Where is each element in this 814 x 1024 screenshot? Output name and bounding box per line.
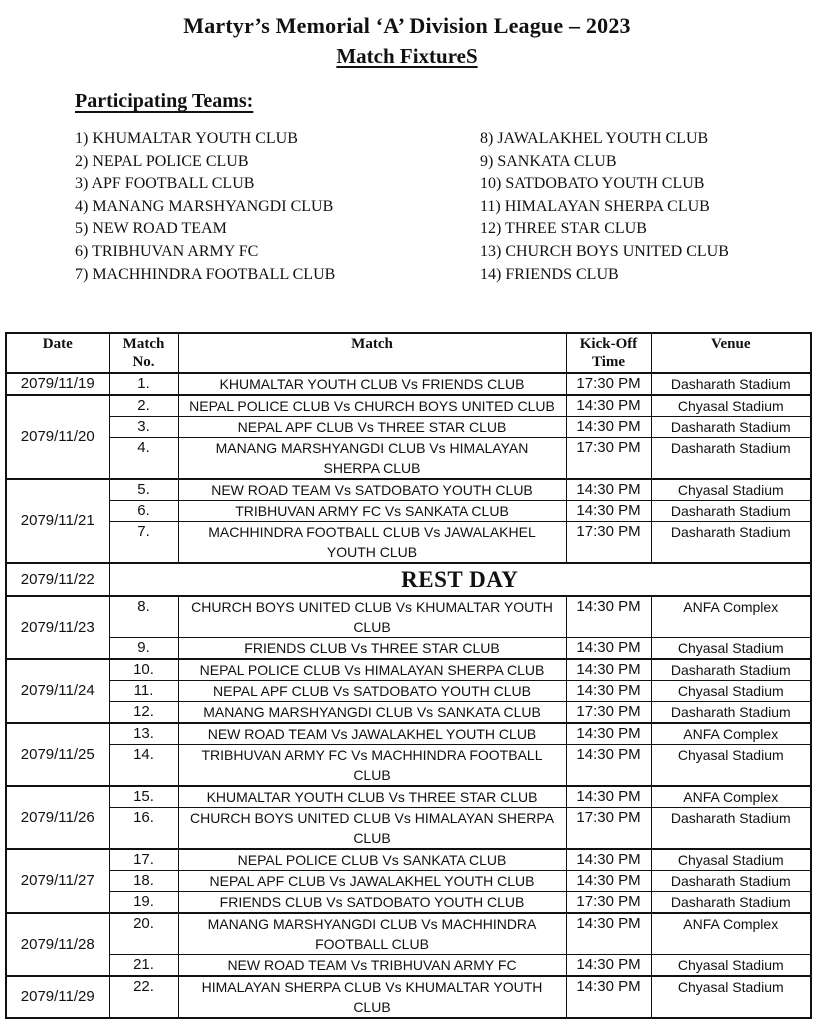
match-cell: FRIENDS CLUB Vs THREE STAR CLUB — [178, 638, 566, 660]
fixture-row — [6, 955, 811, 977]
team-list-item: 1) KHUMALTAR YOUTH CLUB — [75, 130, 298, 147]
venue-cell: Chyasal Stadium — [651, 955, 811, 977]
match-cell: KHUMALTAR YOUTH CLUB Vs FRIENDS CLUB — [178, 373, 566, 395]
match-no-cell: 10. — [109, 659, 178, 681]
date-cell: 2079/11/26 — [6, 786, 109, 849]
match-cell: MANANG MARSHYANGDI CLUB Vs SANKATA CLUB — [178, 702, 566, 724]
match-no-cell: 3. — [109, 417, 178, 438]
match-cell: NEPAL POLICE CLUB Vs CHURCH BOYS UNITED CLUB — [178, 395, 566, 417]
team-list-item: 6) TRIBHUVAN ARMY FC — [75, 242, 259, 260]
venue-cell: Chyasal Stadium — [651, 681, 811, 702]
date-cell: 2079/11/20 — [6, 395, 109, 479]
kickoff-time-cell: 14:30 PM — [566, 849, 651, 871]
match-no-cell: 14. — [109, 745, 178, 787]
match-cell: HIMALAYAN SHERPA CLUB Vs KHUMALTAR YOUTH CLUB — [178, 976, 566, 1018]
teams-heading: Participating Teams: — [75, 90, 254, 112]
match-cell: TRIBHUVAN ARMY FC Vs MACHHINDRA FOOTBALL CLUB — [178, 745, 566, 787]
fixture-row — [6, 659, 811, 681]
team-list-item: 3) APF FOOTBALL CLUB — [75, 175, 255, 193]
venue-cell: Dasharath Stadium — [651, 808, 811, 850]
column-header-match-no: Match No. — [109, 333, 178, 373]
date-cell: 2079/11/29 — [6, 976, 109, 1018]
team-list-item: 13) CHURCH BOYS UNITED CLUB — [480, 242, 729, 260]
kickoff-time-cell: 14:30 PM — [566, 976, 651, 1018]
match-no-cell: 17. — [109, 849, 178, 871]
kickoff-time-cell: 14:30 PM — [566, 913, 651, 955]
match-cell: NEPAL POLICE CLUB Vs SANKATA CLUB — [178, 849, 566, 871]
team-list-item: 8) JAWALAKHEL YOUTH CLUB — [480, 130, 709, 147]
match-no-cell: 8. — [109, 596, 178, 638]
fixture-row — [6, 638, 811, 660]
match-no-cell: 11. — [109, 681, 178, 702]
kickoff-time-cell: 14:30 PM — [566, 659, 651, 681]
fixture-row — [6, 596, 811, 638]
kickoff-time-cell: 17:30 PM — [566, 702, 651, 724]
date-cell: 2079/11/22 — [6, 563, 109, 596]
date-cell: 2079/11/19 — [6, 373, 109, 395]
match-cell: NEPAL APF CLUB Vs THREE STAR CLUB — [178, 417, 566, 438]
match-cell: NEW ROAD TEAM Vs SATDOBATO YOUTH CLUB — [178, 479, 566, 501]
venue-cell: Dasharath Stadium — [651, 438, 811, 480]
match-cell: NEPAL APF CLUB Vs JAWALAKHEL YOUTH CLUB — [178, 871, 566, 892]
teams-column-right — [480, 128, 814, 286]
kickoff-time-cell: 17:30 PM — [566, 373, 651, 395]
kickoff-time-cell: 14:30 PM — [566, 681, 651, 702]
match-no-cell: 5. — [109, 479, 178, 501]
match-cell: TRIBHUVAN ARMY FC Vs SANKATA CLUB — [178, 501, 566, 522]
venue-cell: ANFA Complex — [651, 596, 811, 638]
teams-list — [75, 128, 814, 286]
teams-column-left — [75, 128, 480, 286]
fixture-row — [6, 786, 811, 808]
date-cell: 2079/11/23 — [6, 596, 109, 659]
match-no-cell: 4. — [109, 438, 178, 480]
team-list-item: 9) SANKATA CLUB — [480, 152, 617, 170]
fixture-row — [6, 913, 811, 955]
kickoff-time-cell: 14:30 PM — [566, 786, 651, 808]
column-header-kickoff-time: Kick-Off Time — [566, 333, 651, 373]
team-list-item: 12) THREE STAR CLUB — [480, 220, 647, 238]
fixture-row — [6, 373, 811, 395]
match-cell: CHURCH BOYS UNITED CLUB Vs KHUMALTAR YOUTH CLUB — [178, 596, 566, 638]
kickoff-time-cell: 14:30 PM — [566, 745, 651, 787]
match-no-cell: 2. — [109, 395, 178, 417]
fixture-row — [6, 417, 811, 438]
kickoff-time-cell: 14:30 PM — [566, 395, 651, 417]
title-block — [0, 0, 814, 69]
fixture-row — [6, 702, 811, 724]
fixture-row — [6, 681, 811, 702]
match-no-cell: 9. — [109, 638, 178, 660]
match-cell: NEPAL POLICE CLUB Vs HIMALAYAN SHERPA CLUB — [178, 659, 566, 681]
match-no-cell: 7. — [109, 522, 178, 564]
kickoff-time-cell: 17:30 PM — [566, 892, 651, 914]
venue-cell: Dasharath Stadium — [651, 501, 811, 522]
fixture-row — [6, 976, 811, 1018]
match-cell: FRIENDS CLUB Vs SATDOBATO YOUTH CLUB — [178, 892, 566, 914]
kickoff-time-cell: 17:30 PM — [566, 522, 651, 564]
fixtures-table — [5, 332, 812, 1019]
team-list-item: 7) MACHHINDRA FOOTBALL CLUB — [75, 265, 336, 283]
match-no-cell: 12. — [109, 702, 178, 724]
fixture-row — [6, 745, 811, 787]
team-list-item: 14) FRIENDS CLUB — [480, 265, 619, 283]
rest-day-row — [6, 563, 811, 596]
teams-section — [0, 69, 814, 286]
kickoff-time-cell: 14:30 PM — [566, 638, 651, 660]
fixtures-tbody — [6, 373, 811, 1018]
venue-cell: ANFA Complex — [651, 786, 811, 808]
team-list-item: 10) SATDOBATO YOUTH CLUB — [480, 175, 705, 193]
kickoff-time-cell: 14:30 PM — [566, 723, 651, 745]
team-list-item: 5) NEW ROAD TEAM — [75, 220, 227, 238]
match-cell: MANANG MARSHYANGDI CLUB Vs MACHHINDRA FOOTBALL CLUB — [178, 913, 566, 955]
match-cell: NEW ROAD TEAM Vs JAWALAKHEL YOUTH CLUB — [178, 723, 566, 745]
venue-cell: ANFA Complex — [651, 913, 811, 955]
venue-cell: Chyasal Stadium — [651, 745, 811, 787]
fixture-row — [6, 892, 811, 914]
venue-cell: Dasharath Stadium — [651, 871, 811, 892]
venue-cell: Dasharath Stadium — [651, 417, 811, 438]
page-title: Martyr’s Memorial ‘A’ Division League – 2023 — [183, 13, 631, 38]
venue-cell: Dasharath Stadium — [651, 522, 811, 564]
match-no-cell: 19. — [109, 892, 178, 914]
rest-day-cell: REST DAY — [109, 563, 811, 596]
match-no-cell: 16. — [109, 808, 178, 850]
kickoff-time-cell: 14:30 PM — [566, 955, 651, 977]
date-cell: 2079/11/21 — [6, 479, 109, 563]
fixture-row — [6, 479, 811, 501]
kickoff-time-cell: 14:30 PM — [566, 479, 651, 501]
venue-cell: Dasharath Stadium — [651, 892, 811, 914]
team-list-item: 11) HIMALAYAN SHERPA CLUB — [480, 197, 710, 215]
page-subtitle: Match FixtureS — [336, 44, 478, 68]
fixtures-header-row — [6, 333, 811, 373]
fixture-row — [6, 501, 811, 522]
venue-cell: Chyasal Stadium — [651, 479, 811, 501]
kickoff-time-cell: 14:30 PM — [566, 501, 651, 522]
venue-cell: Chyasal Stadium — [651, 976, 811, 1018]
date-cell: 2079/11/28 — [6, 913, 109, 976]
team-list-item: 4) MANANG MARSHYANGDI CLUB — [75, 197, 334, 215]
kickoff-time-cell: 14:30 PM — [566, 417, 651, 438]
date-cell: 2079/11/24 — [6, 659, 109, 723]
match-no-cell: 18. — [109, 871, 178, 892]
match-no-cell: 15. — [109, 786, 178, 808]
match-no-cell: 22. — [109, 976, 178, 1018]
match-no-cell: 1. — [109, 373, 178, 395]
fixture-row — [6, 723, 811, 745]
venue-cell: Chyasal Stadium — [651, 849, 811, 871]
venue-cell: Dasharath Stadium — [651, 702, 811, 724]
kickoff-time-cell: 17:30 PM — [566, 808, 651, 850]
kickoff-time-cell: 14:30 PM — [566, 596, 651, 638]
match-no-cell: 13. — [109, 723, 178, 745]
match-no-cell: 6. — [109, 501, 178, 522]
match-no-cell: 20. — [109, 913, 178, 955]
date-cell: 2079/11/27 — [6, 849, 109, 913]
kickoff-time-cell: 17:30 PM — [566, 438, 651, 480]
fixture-row — [6, 849, 811, 871]
venue-cell: ANFA Complex — [651, 723, 811, 745]
match-no-cell: 21. — [109, 955, 178, 977]
fixture-row — [6, 808, 811, 850]
column-header-date: Date — [6, 333, 109, 373]
fixture-row — [6, 871, 811, 892]
team-list-item: 2) NEPAL POLICE CLUB — [75, 152, 249, 170]
match-cell: CHURCH BOYS UNITED CLUB Vs HIMALAYAN SHERPA CLUB — [178, 808, 566, 850]
venue-cell: Chyasal Stadium — [651, 395, 811, 417]
match-cell: MACHHINDRA FOOTBALL CLUB Vs JAWALAKHEL YOUTH CLUB — [178, 522, 566, 564]
match-cell: NEPAL APF CLUB Vs SATDOBATO YOUTH CLUB — [178, 681, 566, 702]
fixture-row — [6, 522, 811, 564]
venue-cell: Dasharath Stadium — [651, 659, 811, 681]
venue-cell: Dasharath Stadium — [651, 373, 811, 395]
fixture-row — [6, 395, 811, 417]
venue-cell: Chyasal Stadium — [651, 638, 811, 660]
match-cell: KHUMALTAR YOUTH CLUB Vs THREE STAR CLUB — [178, 786, 566, 808]
column-header-match: Match — [178, 333, 566, 373]
date-cell: 2079/11/25 — [6, 723, 109, 786]
match-cell: MANANG MARSHYANGDI CLUB Vs HIMALAYAN SHERPA CLUB — [178, 438, 566, 480]
kickoff-time-cell: 14:30 PM — [566, 871, 651, 892]
match-cell: NEW ROAD TEAM Vs TRIBHUVAN ARMY FC — [178, 955, 566, 977]
column-header-venue: Venue — [651, 333, 811, 373]
fixture-row — [6, 438, 811, 480]
